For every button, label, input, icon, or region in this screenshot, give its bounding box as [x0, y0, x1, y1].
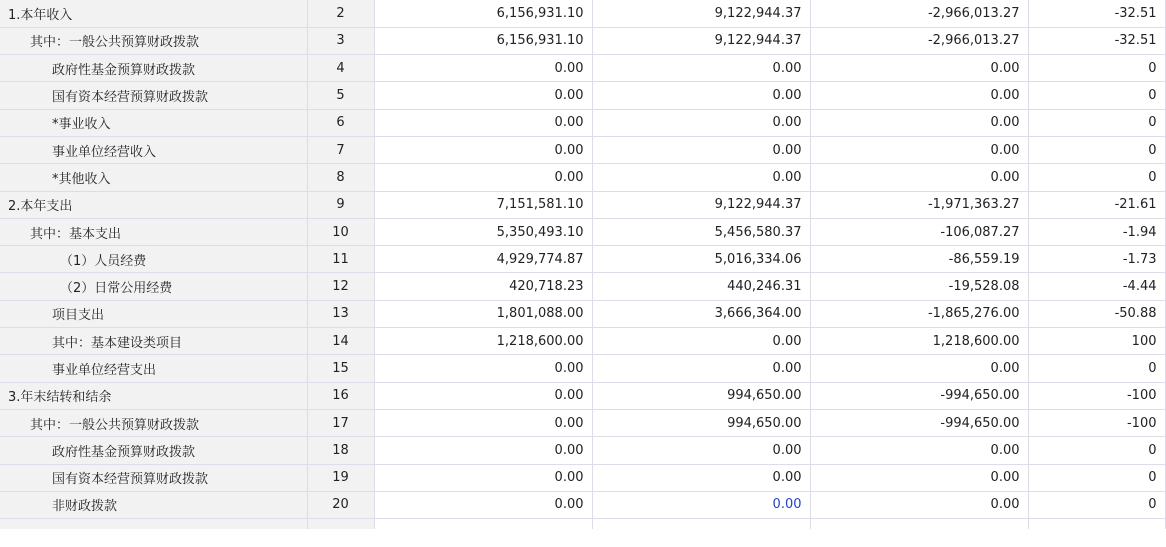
table-row	[0, 382, 1166, 409]
current-year-amount-cell[interactable]: 1,218,600.00	[374, 328, 592, 355]
prior-year-amount-cell[interactable]: 0.00	[592, 55, 810, 82]
row-line-number-cell[interactable]: 4	[307, 55, 374, 82]
current-year-amount-cell[interactable]: 6,156,931.10	[374, 27, 592, 54]
change-amount-cell[interactable]: -2,966,013.27	[810, 0, 1028, 27]
table-row	[0, 437, 1166, 464]
row-line-number-cell[interactable]: 6	[307, 109, 374, 136]
prior-year-amount-cell[interactable]: 0.00	[592, 136, 810, 163]
table-row	[0, 164, 1166, 191]
row-line-number-cell[interactable]: 20	[307, 491, 374, 518]
change-amount-cell[interactable]: 0.00	[810, 491, 1028, 518]
current-year-amount-cell[interactable]: 0.00	[374, 409, 592, 436]
row-line-number-cell[interactable]: 11	[307, 246, 374, 273]
prior-year-amount-cell[interactable]: 0.00	[592, 109, 810, 136]
row-line-number-cell[interactable]: 10	[307, 218, 374, 245]
change-amount-cell[interactable]: -86,559.19	[810, 246, 1028, 273]
change-amount-cell[interactable]: -1,865,276.00	[810, 300, 1028, 327]
row-line-number-cell[interactable]: 17	[307, 409, 374, 436]
change-amount-cell[interactable]: 0.00	[810, 437, 1028, 464]
prior-year-amount-cell[interactable]: 3,666,364.00	[592, 300, 810, 327]
change-percent-cell[interactable]: -1.94	[1028, 218, 1165, 245]
row-line-number-cell[interactable]: 18	[307, 437, 374, 464]
prior-year-amount-cell[interactable]: 0.00	[592, 355, 810, 382]
table-row	[0, 464, 1166, 491]
change-percent-cell[interactable]: -50.88	[1028, 300, 1165, 327]
empty-cell[interactable]	[592, 519, 810, 529]
current-year-amount-cell[interactable]: 4,929,774.87	[374, 246, 592, 273]
table-row	[0, 136, 1166, 163]
change-percent-cell[interactable]: -32.51	[1028, 0, 1165, 27]
table-row	[0, 0, 1166, 27]
row-line-number-cell[interactable]: 16	[307, 382, 374, 409]
row-line-number-cell[interactable]: 7	[307, 136, 374, 163]
change-amount-cell[interactable]: 0.00	[810, 355, 1028, 382]
prior-year-amount-cell[interactable]: 9,122,944.37	[592, 27, 810, 54]
table-row	[0, 109, 1166, 136]
table-row-partial	[0, 519, 1166, 529]
row-item-name-cell[interactable]: 政府性基金预算财政拨款	[0, 55, 307, 82]
change-amount-cell[interactable]: 0.00	[810, 136, 1028, 163]
prior-year-amount-cell[interactable]: 0.00	[592, 491, 810, 518]
change-amount-cell[interactable]: -1,971,363.27	[810, 191, 1028, 218]
row-line-number-cell[interactable]: 5	[307, 82, 374, 109]
current-year-amount-cell[interactable]: 6,156,931.10	[374, 0, 592, 27]
row-item-name-cell[interactable]: 政府性基金预算财政拨款	[0, 437, 307, 464]
change-percent-cell[interactable]: 0	[1028, 82, 1165, 109]
current-year-amount-cell[interactable]: 0.00	[374, 164, 592, 191]
current-year-amount-cell[interactable]: 0.00	[374, 109, 592, 136]
change-percent-cell[interactable]: -4.44	[1028, 273, 1165, 300]
row-line-number-cell[interactable]: 14	[307, 328, 374, 355]
prior-year-amount-cell[interactable]: 9,122,944.37	[592, 0, 810, 27]
change-percent-cell[interactable]: -1.73	[1028, 246, 1165, 273]
empty-cell[interactable]	[810, 519, 1028, 529]
empty-cell[interactable]	[1028, 519, 1165, 529]
current-year-amount-cell[interactable]: 420,718.23	[374, 273, 592, 300]
row-line-number-cell[interactable]: 8	[307, 164, 374, 191]
change-percent-cell[interactable]: 100	[1028, 328, 1165, 355]
change-percent-cell[interactable]: -100	[1028, 382, 1165, 409]
row-item-name-cell[interactable]: 其中：一般公共预算财政拨款	[0, 409, 307, 436]
table-row	[0, 328, 1166, 355]
row-item-name-cell[interactable]: 其中：一般公共预算财政拨款	[0, 27, 307, 54]
table-row	[0, 355, 1166, 382]
current-year-amount-cell[interactable]: 0.00	[374, 136, 592, 163]
current-year-amount-cell[interactable]: 0.00	[374, 464, 592, 491]
change-amount-cell[interactable]: -106,087.27	[810, 218, 1028, 245]
row-line-number-cell[interactable]: 15	[307, 355, 374, 382]
change-percent-cell[interactable]: 0	[1028, 491, 1165, 518]
row-item-name-cell[interactable]: 3.年末结转和结余	[0, 382, 307, 409]
row-item-name-cell[interactable]: *其他收入	[0, 164, 307, 191]
table-row	[0, 218, 1166, 245]
change-percent-cell[interactable]: 0	[1028, 55, 1165, 82]
row-item-name-cell[interactable]: 项目支出	[0, 300, 307, 327]
current-year-amount-cell[interactable]: 7,151,581.10	[374, 191, 592, 218]
row-line-number-cell[interactable]: 13	[307, 300, 374, 327]
current-year-amount-cell[interactable]: 0.00	[374, 82, 592, 109]
change-percent-cell[interactable]: 0	[1028, 109, 1165, 136]
table-row	[0, 491, 1166, 518]
current-year-amount-cell[interactable]: 5,350,493.10	[374, 218, 592, 245]
row-line-number-cell[interactable]: 2	[307, 0, 374, 27]
row-line-number-cell[interactable]: 9	[307, 191, 374, 218]
prior-year-amount-cell[interactable]: 0.00	[592, 437, 810, 464]
current-year-amount-cell[interactable]: 0.00	[374, 437, 592, 464]
current-year-amount-cell[interactable]: 1,801,088.00	[374, 300, 592, 327]
prior-year-amount-cell[interactable]: 0.00	[592, 164, 810, 191]
change-percent-cell[interactable]: 0	[1028, 164, 1165, 191]
row-item-name-cell[interactable]: 国有资本经营预算财政拨款	[0, 464, 307, 491]
empty-cell[interactable]	[307, 519, 374, 529]
empty-cell[interactable]	[374, 519, 592, 529]
row-item-name-cell[interactable]: *事业收入	[0, 109, 307, 136]
current-year-amount-cell[interactable]: 0.00	[374, 55, 592, 82]
prior-year-amount-cell[interactable]: 0.00	[592, 82, 810, 109]
table-row	[0, 409, 1166, 436]
change-percent-cell[interactable]: 0	[1028, 136, 1165, 163]
change-amount-cell[interactable]: -994,650.00	[810, 409, 1028, 436]
table-row	[0, 82, 1166, 109]
table-row	[0, 300, 1166, 327]
empty-cell[interactable]	[0, 519, 307, 529]
change-amount-cell[interactable]: 1,218,600.00	[810, 328, 1028, 355]
prior-year-amount-cell[interactable]: 0.00	[592, 464, 810, 491]
prior-year-amount-cell[interactable]: 9,122,944.37	[592, 191, 810, 218]
change-amount-cell[interactable]: 0.00	[810, 164, 1028, 191]
row-item-name-cell[interactable]: 2.本年支出	[0, 191, 307, 218]
row-item-name-cell[interactable]: 其中：基本建设类项目	[0, 328, 307, 355]
current-year-amount-cell[interactable]: 0.00	[374, 355, 592, 382]
row-item-name-cell[interactable]: 事业单位经营支出	[0, 355, 307, 382]
change-amount-cell[interactable]: -2,966,013.27	[810, 27, 1028, 54]
table-row	[0, 246, 1166, 273]
current-year-amount-cell[interactable]: 0.00	[374, 382, 592, 409]
table-row	[0, 55, 1166, 82]
table-row	[0, 273, 1166, 300]
change-amount-cell[interactable]: 0.00	[810, 109, 1028, 136]
current-year-amount-cell[interactable]: 0.00	[374, 491, 592, 518]
row-line-number-cell[interactable]: 12	[307, 273, 374, 300]
prior-year-amount-cell[interactable]: 994,650.00	[592, 382, 810, 409]
row-item-name-cell[interactable]: （1）人员经费	[0, 246, 307, 273]
change-amount-cell[interactable]: -19,528.08	[810, 273, 1028, 300]
table-row	[0, 191, 1166, 218]
row-item-name-cell[interactable]: 其中：基本支出	[0, 218, 307, 245]
change-percent-cell[interactable]: -21.61	[1028, 191, 1165, 218]
row-item-name-cell[interactable]: 事业单位经营收入	[0, 136, 307, 163]
row-item-name-cell[interactable]: 1.本年收入	[0, 0, 307, 27]
prior-year-amount-cell[interactable]: 994,650.00	[592, 409, 810, 436]
change-percent-cell[interactable]: -100	[1028, 409, 1165, 436]
row-item-name-cell[interactable]: （2）日常公用经费	[0, 273, 307, 300]
change-percent-cell[interactable]: -32.51	[1028, 27, 1165, 54]
row-line-number-cell[interactable]: 3	[307, 27, 374, 54]
table-row	[0, 27, 1166, 54]
row-item-name-cell[interactable]: 国有资本经营预算财政拨款	[0, 82, 307, 109]
change-percent-cell[interactable]: 0	[1028, 437, 1165, 464]
prior-year-amount-cell[interactable]: 440,246.31	[592, 273, 810, 300]
change-amount-cell[interactable]: 0.00	[810, 55, 1028, 82]
change-amount-cell[interactable]: 0.00	[810, 82, 1028, 109]
prior-year-amount-cell[interactable]: 5,456,580.37	[592, 218, 810, 245]
prior-year-amount-cell[interactable]: 5,016,334.06	[592, 246, 810, 273]
prior-year-amount-cell[interactable]: 0.00	[592, 328, 810, 355]
change-percent-cell[interactable]: 0	[1028, 464, 1165, 491]
row-item-name-cell[interactable]: 非财政拨款	[0, 491, 307, 518]
row-line-number-cell[interactable]: 19	[307, 464, 374, 491]
change-amount-cell[interactable]: 0.00	[810, 464, 1028, 491]
change-percent-cell[interactable]: 0	[1028, 355, 1165, 382]
change-amount-cell[interactable]: -994,650.00	[810, 382, 1028, 409]
